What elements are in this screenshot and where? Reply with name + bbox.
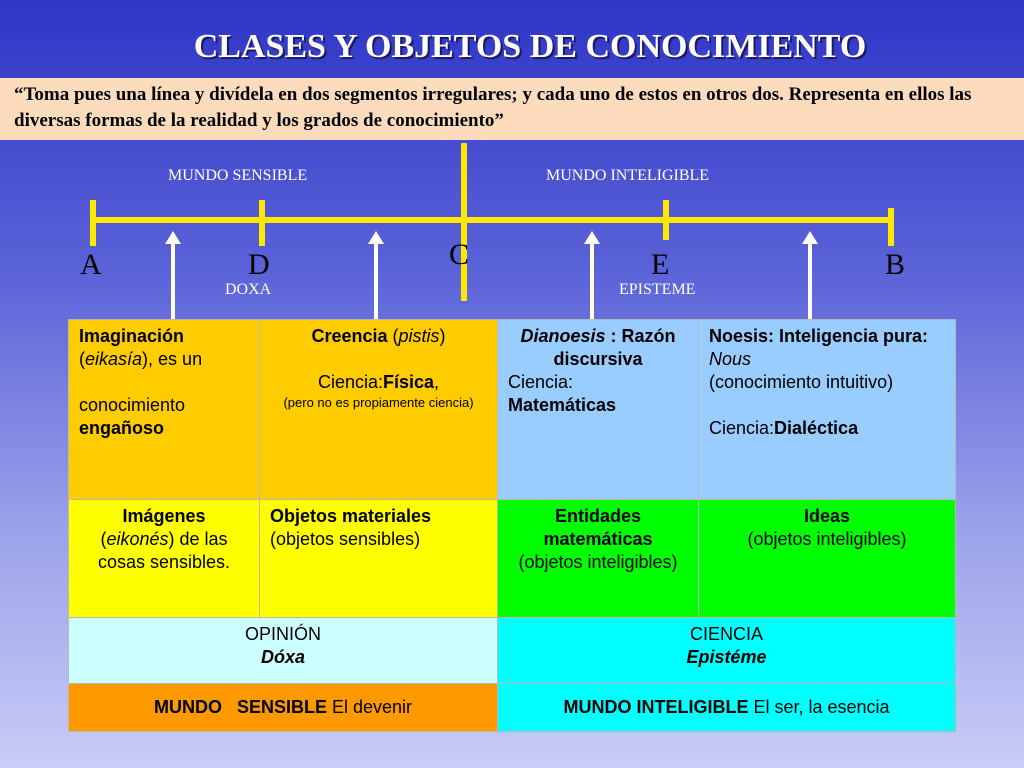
cell-text: engañoso [79, 418, 165, 438]
cell-text: Epistéme [686, 647, 767, 667]
tick-b [888, 208, 894, 246]
episteme-label: EPISTEME [619, 281, 696, 298]
cell-dianoesis [498, 320, 699, 500]
cell-text: pistis [398, 326, 440, 346]
cell-text: ( [79, 349, 85, 369]
mundo-inteligible-label: MUNDO INTELIGIBLE [546, 167, 710, 184]
tick-e [663, 200, 669, 240]
point-d: D [248, 248, 270, 281]
cell-text: Creencia [311, 326, 388, 346]
cell-text: Imaginación [79, 326, 185, 346]
cell-text: Ideas [803, 506, 851, 526]
cell-text: (conocimiento intuitivo) [709, 372, 894, 392]
cell-text: eikasía [85, 349, 143, 369]
cell-text: conocimiento [79, 395, 186, 415]
cell-text: ), es un [142, 349, 203, 369]
point-a: A [80, 248, 102, 281]
cell-text: Noesis: Inteligencia pura: [709, 326, 929, 346]
tick-a [90, 200, 96, 246]
cell-text: eikonés [106, 529, 169, 549]
cell-noesis [699, 320, 956, 500]
cell-text: Dóxa [260, 647, 305, 667]
cell-mundo-inteligible [498, 684, 956, 732]
tick-d [259, 200, 265, 246]
point-b: B [885, 248, 906, 281]
cell-text: El ser, la esencia [748, 697, 890, 717]
cell-text: OPINIÓN [244, 624, 321, 644]
page-title: CLASES Y OBJETOS DE CONOCIMIENTO [193, 28, 867, 65]
cell-imagenes [69, 500, 260, 618]
tick-c [461, 143, 467, 301]
arrow-up-1 [171, 243, 175, 319]
table-row-knowledge [69, 320, 956, 500]
cell-text: (objetos inteligibles) [747, 529, 907, 549]
table-row-objects [69, 500, 956, 618]
cell-text: ) [439, 326, 446, 346]
arrow-up-2 [374, 243, 378, 319]
cell-text: Dianoesis [520, 326, 606, 346]
cell-entidades-matematicas [498, 500, 699, 618]
cell-text: Ciencia: [508, 372, 574, 392]
divided-line [92, 217, 892, 223]
cell-text: (objetos sensibles) [270, 529, 421, 549]
cell-ciencia [498, 618, 956, 684]
cell-text: El devenir [326, 697, 413, 717]
plato-quote: “Toma pues una línea y divídela en dos segmentos irregulares; y cada uno de estos en otros dos. Representa en ellos las diversas formas de la realidad y los grados de conocimiento” [0, 78, 1024, 140]
cell-text: ) de las cosas sensibles. [97, 529, 231, 572]
mundo-sensible-label: MUNDO SENSIBLE [168, 167, 308, 184]
cell-text: ( [387, 326, 399, 346]
cell-text: Ciencia: [709, 418, 775, 438]
cell-text: Dialéctica [774, 418, 859, 438]
cell-note: (pero no es propiamente ciencia) [283, 395, 474, 410]
cell-ideas [699, 500, 956, 618]
cell-mundo-sensible [69, 684, 498, 732]
cell-imaginacion [69, 320, 260, 500]
cell-text: : Razón discursiva [553, 326, 676, 369]
cell-text: ( [100, 529, 107, 549]
cell-text: Objetos materiales [270, 506, 432, 526]
cell-text: Matemáticas [508, 395, 617, 415]
cell-text: MUNDO SENSIBLE [153, 697, 327, 717]
cell-opinion [69, 618, 498, 684]
arrow-up-3 [590, 243, 594, 319]
cell-text: CIENCIA [689, 624, 763, 644]
cell-text: Entidades matemáticas [543, 506, 653, 549]
table-row-knowledge-type [69, 618, 956, 684]
cell-text: Imágenes [122, 506, 206, 526]
table-row-worlds [69, 684, 956, 732]
point-c: C [449, 238, 470, 271]
cell-text: Física [382, 372, 435, 392]
knowledge-table [68, 319, 956, 732]
cell-objetos-materiales [260, 500, 498, 618]
cell-text: , [434, 372, 440, 392]
cell-text: Ciencia: [317, 372, 383, 392]
cell-text: (objetos inteligibles) [518, 552, 678, 572]
cell-text: MUNDO INTELIGIBLE [563, 697, 749, 717]
point-e: E [651, 248, 670, 281]
cell-creencia [260, 320, 498, 500]
cell-text: Nous [709, 349, 752, 369]
arrow-up-4 [808, 243, 812, 319]
doxa-label: DOXA [225, 281, 272, 298]
